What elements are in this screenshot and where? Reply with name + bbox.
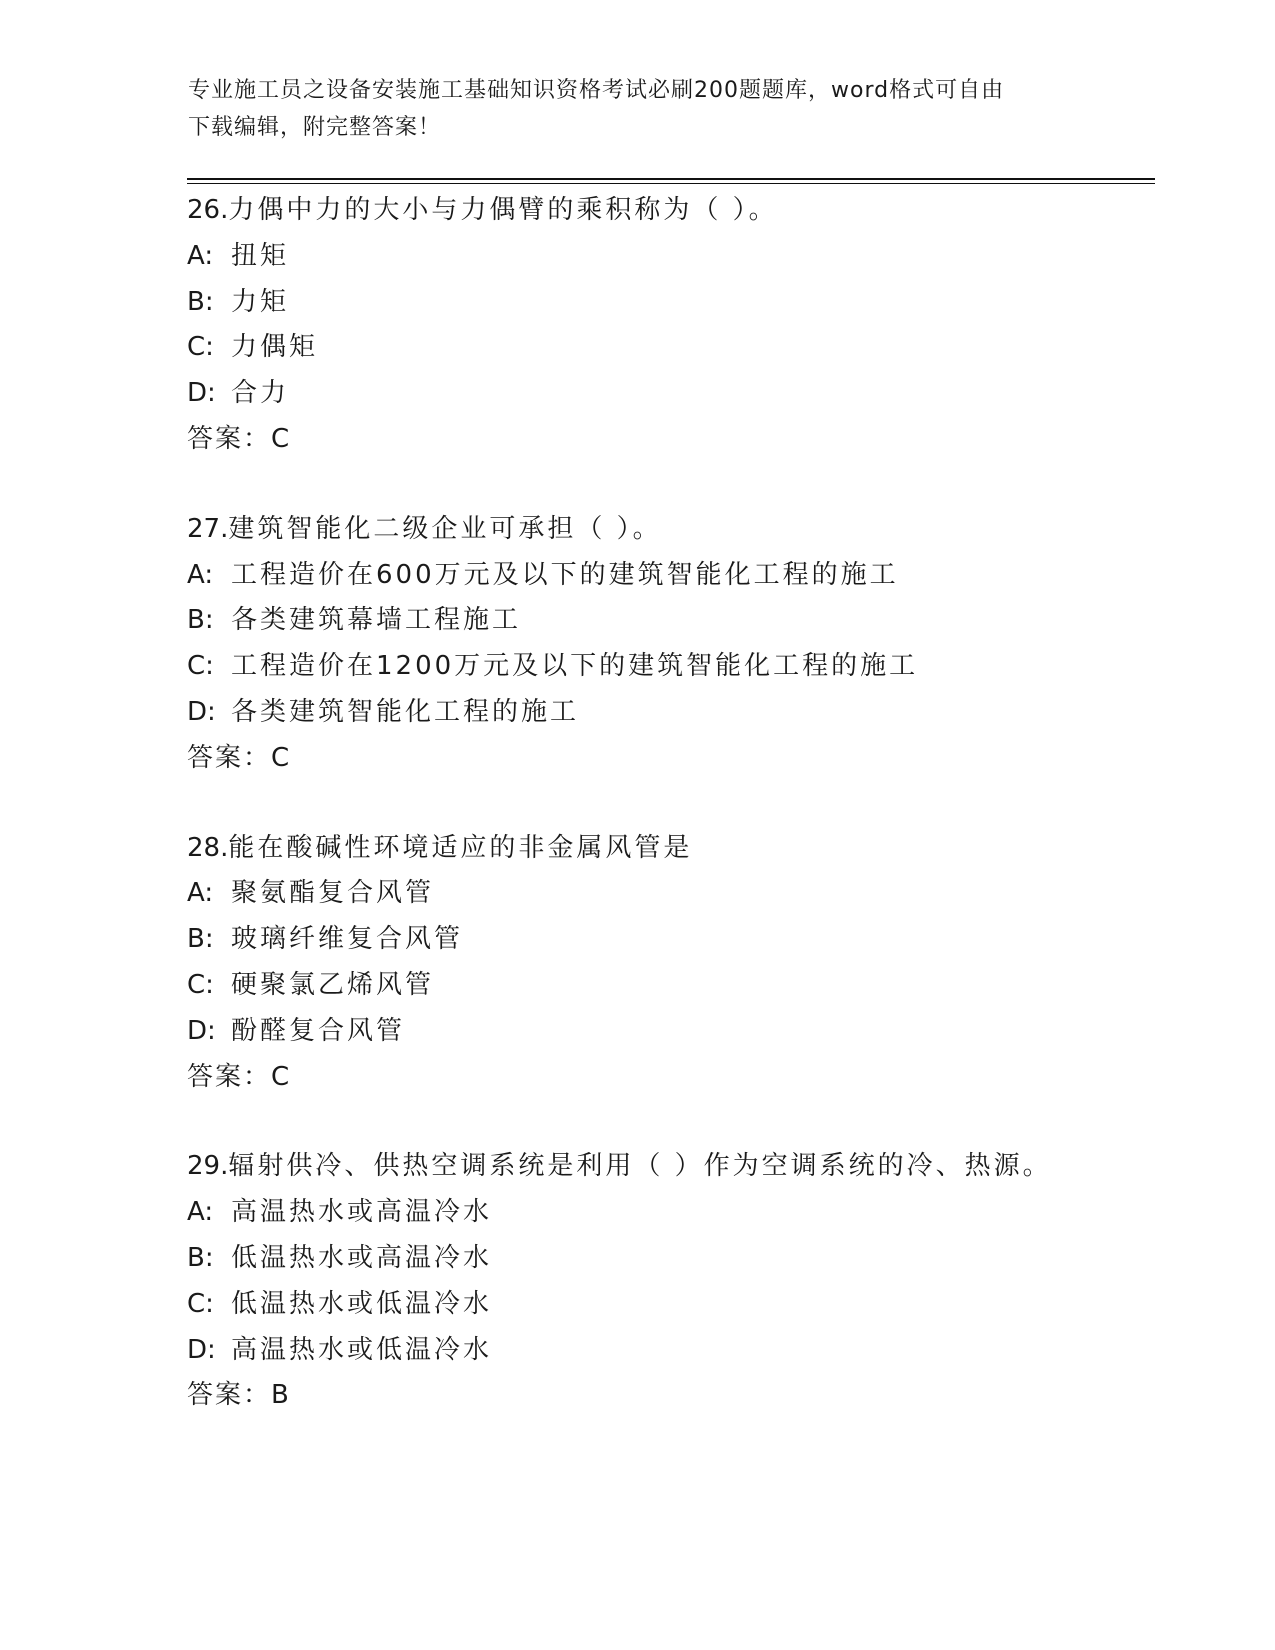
question-number: 27.	[187, 513, 229, 544]
option-text: 玻璃纤维复合风管	[231, 924, 464, 955]
answer-line: 答案：B	[187, 1380, 291, 1411]
option-text: 合力	[231, 378, 290, 409]
option-c	[187, 325, 1147, 371]
header-divider-thick	[187, 178, 1155, 180]
header-divider-thin	[187, 183, 1155, 184]
option-d	[187, 690, 1147, 736]
option-text: 工程造价在600万元及以下的建筑智能化工程的施工	[231, 559, 899, 590]
option-letter: B:	[187, 1242, 214, 1273]
option-text: 低温热水或高温冷水	[231, 1242, 493, 1273]
option-text: 力矩	[231, 286, 290, 317]
option-text: 低温热水或低温冷水	[231, 1288, 493, 1319]
option-letter: B:	[187, 286, 214, 317]
option-a	[187, 871, 1147, 917]
option-letter: A:	[187, 559, 214, 590]
question-26	[187, 188, 1147, 463]
question-stem	[187, 507, 1147, 553]
option-text: 扭矩	[231, 240, 290, 271]
option-letter: B:	[187, 924, 214, 955]
question-stem	[187, 1144, 1147, 1190]
question-number: 26.	[187, 195, 229, 225]
question-28	[187, 826, 1147, 1101]
option-text: 酚醛复合风管	[231, 1015, 406, 1046]
option-d	[187, 1009, 1147, 1055]
question-stem	[187, 188, 1147, 234]
option-b	[187, 1236, 1147, 1282]
option-letter: D:	[187, 1334, 216, 1365]
option-text: 高温热水或低温冷水	[231, 1334, 493, 1365]
answer-line: 答案：C	[187, 1061, 292, 1092]
header-line-2: 下载编辑，附完整答案！	[188, 115, 442, 140]
question-text: 力偶中力的大小与力偶臂的乘积称为（ ）。	[228, 195, 778, 225]
option-letter: A:	[187, 240, 214, 271]
question-number: 29.	[187, 1151, 229, 1182]
option-letter: C:	[187, 651, 214, 682]
option-c	[187, 963, 1147, 1009]
question-29	[187, 1144, 1147, 1419]
option-text: 高温热水或高温冷水	[231, 1197, 493, 1228]
option-b	[187, 280, 1147, 326]
option-text: 聚氨酯复合风管	[231, 878, 435, 909]
option-a	[187, 234, 1147, 280]
option-letter: D:	[187, 378, 216, 409]
option-text: 工程造价在1200万元及以下的建筑智能化工程的施工	[231, 651, 919, 682]
option-d	[187, 1328, 1147, 1374]
question-27	[187, 507, 1147, 782]
question-text: 能在酸碱性环境适应的非金属风管是	[228, 832, 693, 863]
option-letter: C:	[187, 969, 214, 1000]
option-text: 各类建筑幕墙工程施工	[231, 605, 522, 636]
option-b	[187, 917, 1147, 963]
option-letter: B:	[187, 605, 214, 636]
option-c	[187, 1282, 1147, 1328]
question-text: 建筑智能化二级企业可承担（ ）。	[228, 513, 662, 544]
option-letter: C:	[187, 332, 214, 363]
option-a	[187, 1190, 1147, 1236]
question-list	[187, 188, 1147, 1463]
answer-line: 答案：C	[187, 742, 292, 773]
option-letter: A:	[187, 878, 214, 909]
question-stem	[187, 826, 1147, 872]
option-text: 硬聚氯乙烯风管	[231, 969, 435, 1000]
document-header	[188, 72, 1068, 146]
option-b	[187, 598, 1147, 644]
option-text: 各类建筑智能化工程的施工	[231, 696, 580, 727]
option-letter: D:	[187, 696, 216, 727]
question-text: 辐射供冷、供热空调系统是利用（ ）作为空调系统的冷、热源。	[228, 1151, 1052, 1182]
answer-line: 答案：C	[187, 423, 292, 454]
option-letter: A:	[187, 1197, 214, 1228]
option-letter: D:	[187, 1015, 216, 1046]
option-a	[187, 553, 1147, 599]
option-text: 力偶矩	[231, 332, 319, 363]
option-letter: C:	[187, 1288, 214, 1319]
header-line-1: 专业施工员之设备安装施工基础知识资格考试必刷200题题库，word格式可自由	[188, 78, 1005, 103]
option-d	[187, 371, 1147, 417]
option-c	[187, 644, 1147, 690]
question-number: 28.	[187, 832, 229, 863]
